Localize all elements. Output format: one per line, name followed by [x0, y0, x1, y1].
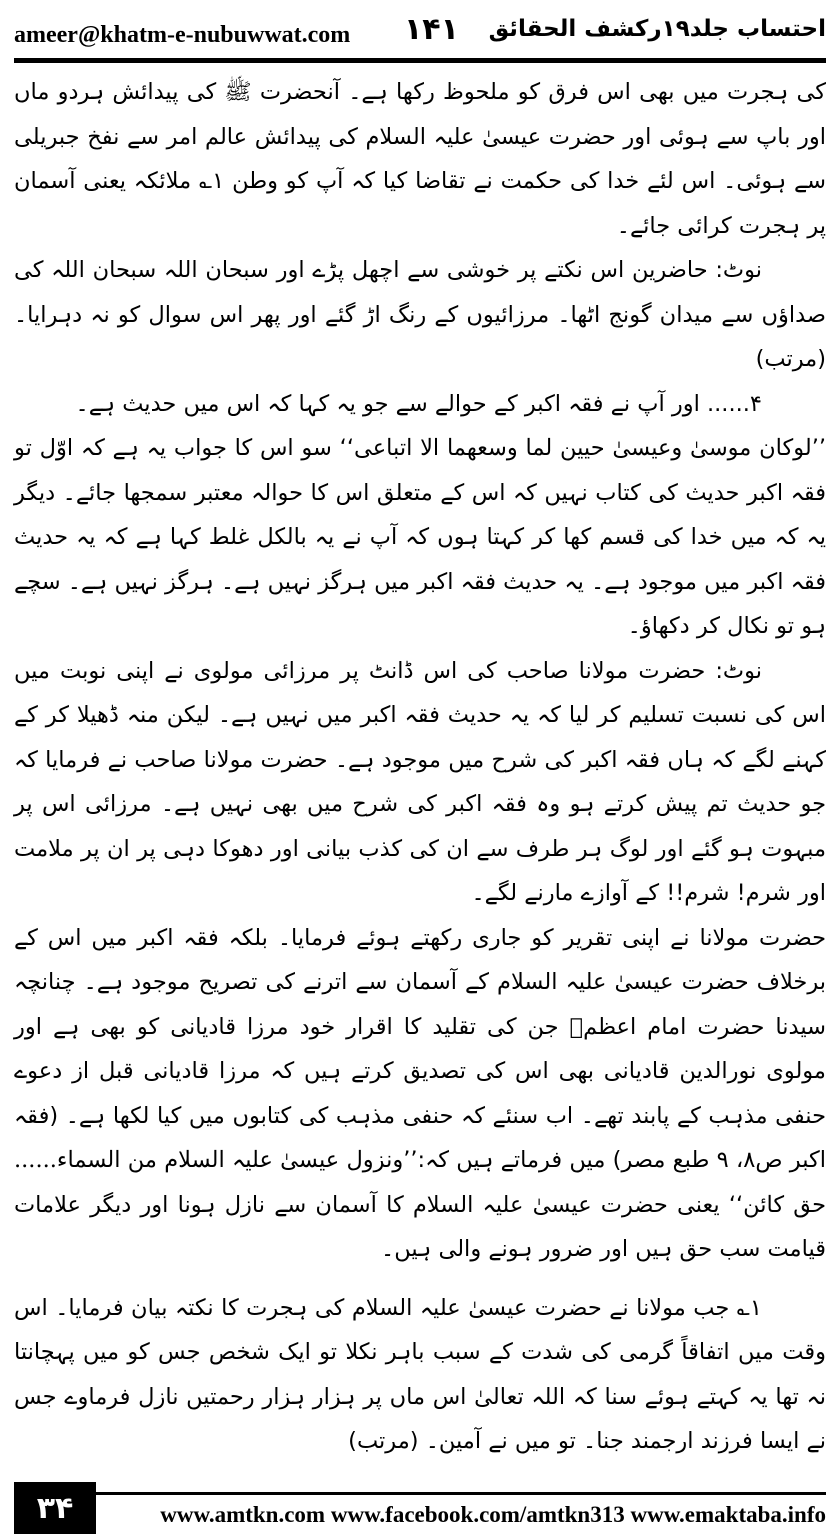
- page-header: [14, 8, 826, 54]
- point-four: ۴...... اور آپ نے فقہ اکبر کے حوالے سے جو یہ کہا کہ اس میں حدیث ہے۔: [75, 390, 762, 417]
- page-number: ۱۴۱: [404, 12, 459, 47]
- header-rule: [14, 58, 826, 63]
- hadith-quote: لوکان موسیٰ وعیسیٰ حیین لما وسعھما الا اتباعی: [354, 435, 812, 461]
- header-email: ameer@khatm-e-nubuwwat.com: [14, 22, 351, 48]
- footer-page-number: ۳۴: [14, 1482, 96, 1534]
- page-body: [14, 70, 826, 1464]
- quote-translation: یعنی حضرت عیسیٰ علیہ السلام کا آسمان سے نازل ہونا اور دیگر علامات قیامت سب حق ہیں اور ضرور ہونے والی ہیں۔: [14, 1191, 826, 1262]
- paragraph-1: کی ہجرت میں بھی اس فرق کو ملحوظ رکھا ہے۔ آنحضرت ﷺ کی پیدائش ہردو ماں اور باپ سے ہوئی اور حضرت عیسیٰ علیہ السلام کی پیدائش عالم امر سے نفخ جبریلی سے ہوئی۔ اس لئے خدا کی حکمت نے تقاضا کیا کہ آپ کو وطن ۱؎ ملائکہ یعنی آسمان پر ہجرت کرائی جائے۔: [14, 79, 827, 239]
- footer-rule: [96, 1492, 826, 1495]
- footer-links: www.amtkn.com www.facebook.com/amtkn313 www.emaktaba.info: [160, 1502, 826, 1527]
- note-paragraph-2: نوٹ: حضرت مولانا صاحب کی اس ڈانٹ پر مرزائی مولوی نے اپنی نوبت میں اس کی نسبت تسلیم کر لیا کہ یہ حدیث فقہ اکبر میں نہیں ہے۔ لیکن منہ ڈھیلا کر کے کہنے لگے کہ ہاں فقہ اکبر کی شرح میں موجود ہے۔ حضرت مولانا صاحب نے فرمایا کہ جو حدیث تم پیش کرتے ہو وہ فقہ اکبر کی شرح میں بھی نہیں ہے۔ مرزائی اس پر مبہوت ہو گئے اور لوگ ہر طرف سے ان کی کذب بیانی اور دھوکا دہی پر ان پر ملامت اور شرم! شرم!! کے آوازے مارنے لگے۔: [14, 657, 826, 906]
- hadith-quote-block: ’’لوکان موسیٰ وعیسیٰ حیین لما وسعھما الا اتباعی‘‘ سو اس کا جواب یہ ہے کہ اوّل تو فقہ اکبر حدیث کی کتاب نہیں کہ اس کے متعلق اس کا حوالہ معتبر سمجھا جائے۔ دیگر یہ کہ میں خدا کی قسم کھا کر کہتا ہوں کہ آپ نے یہ بالکل غلط کہا ہے کہ یہ حدیث فقہ اکبر میں موجود ہے۔ یہ حدیث فقہ اکبر میں ہرگز نہیں ہے۔ ہرگز نہیں ہے۔ سچے ہو تو نکال کر دکھاؤ۔: [14, 435, 826, 639]
- footnote: ۱؎ جب مولانا نے حضرت عیسیٰ علیہ السلام کی ہجرت کا نکتہ بیان فرمایا۔ اس وقت میں اتفاقاً گرمی کی شدت کے سبب باہر نکلا تو ایک شخص جس کو میں پہچانتا نہ تھا یہ کہتے ہوئے سنا کہ اللہ تعالیٰ اس ماں پر ہزار ہزار رحمتیں نازل فرماوے جس نے ایسا فرزند ارجمند جنا۔ تو میں نے آمین۔ (مرتب): [14, 1294, 826, 1454]
- book-title: احتساب جلد۱۹رکشف الحقائق: [488, 16, 826, 42]
- note-paragraph-1: نوٹ: حاضرین اس نکتے پر خوشی سے اچھل پڑے اور سبحان اللہ سبحان اللہ کی صداؤں سے میدان گونج اٹھا۔ مرزائیوں کے رنگ اڑ گئے اور پھر اس سوال کو نہ دہرایا۔ (مرتب): [14, 257, 826, 372]
- quran-quote: ونزول عیسیٰ علیہ السلام من السماء...... حق کائن: [14, 1147, 826, 1218]
- reply-paragraph: سو اس کا جواب یہ ہے کہ اوّل تو فقہ اکبر حدیث کی کتاب نہیں کہ اس کے متعلق اس کا حوالہ معتبر سمجھا جائے۔ دیگر یہ کہ میں خدا کی قسم کھا کر کہتا ہوں کہ آپ نے یہ بالکل غلط کہا ہے کہ یہ حدیث فقہ اکبر میں موجود ہے۔ یہ حدیث فقہ اکبر میں ہرگز نہیں ہے۔ ہرگز نہیں ہے۔ سچے ہو تو نکال کر دکھاؤ۔: [14, 435, 826, 639]
- imam-paragraph: حضرت مولانا نے اپنی تقریر کو جاری رکھتے ہوئے فرمایا۔ بلکہ فقہ اکبر میں اس کے برخلاف حضرت عیسیٰ علیہ السلام کے آسمان سے اترنے کی تصریح موجود ہے۔ چنانچہ سیدنا حضرت امام اعظمؒ جن کی تقلید کا اقرار خود مرزا قادیانی کو بھی ہے اور مولوی نورالدین قادیانی بھی اس کی تصدیق کرتے ہیں کہ مرزا قادیانی قبل از دعوے حنفی مذہب کے پابند تھے۔ اب سنئے کہ حنفی مذہب کی کتابوں میں کیا لکھا ہے۔ (فقہ اکبر ص۸، ۹ طبع مصر) میں فرماتے ہیں کہ:’’ونزول عیسیٰ علیہ السلام من السماء...... حق کائن‘‘ یعنی حضرت عیسیٰ علیہ السلام کا آسمان سے نازل ہونا اور دیگر علامات قیامت سب حق ہیں اور ضرور ہونے والی ہیں۔: [14, 924, 826, 1262]
